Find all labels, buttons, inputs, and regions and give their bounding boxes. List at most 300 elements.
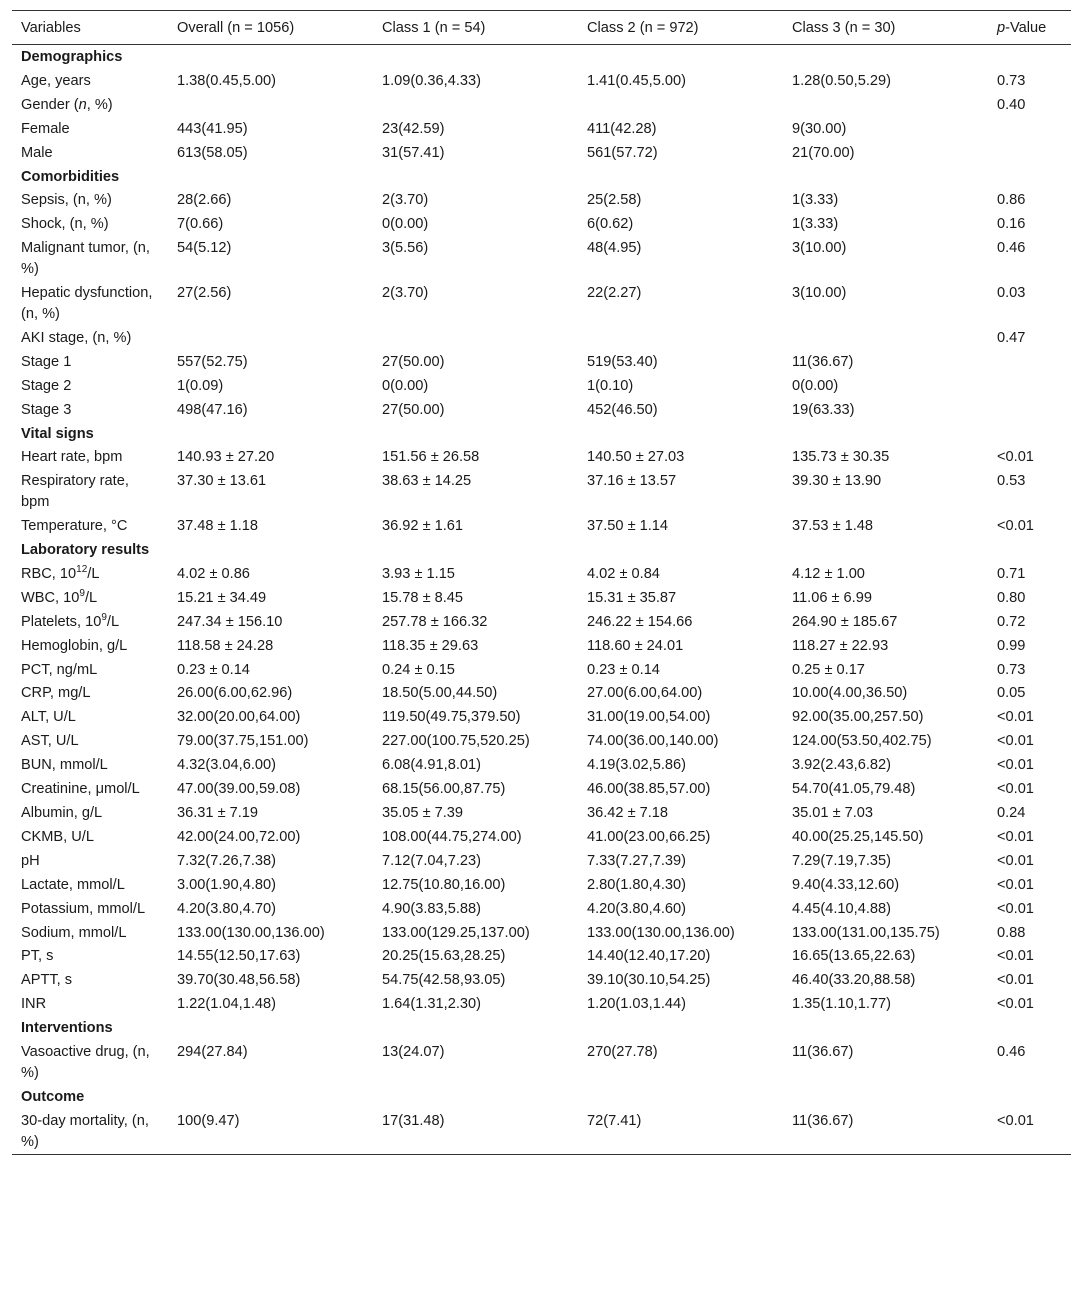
variable-cell: CRP, mg/L: [21, 685, 91, 702]
empty-cell: [578, 165, 783, 189]
section-row: [12, 45, 1071, 69]
p-value-cell: 0.73: [997, 72, 1026, 89]
empty-cell: [783, 422, 988, 446]
overall-cell: 7(0.66): [177, 216, 224, 233]
class1-cell: 1.64(1.31,2.30): [382, 996, 481, 1013]
class3-cell: 4.45(4.10,4.88): [792, 900, 891, 917]
p-value-cell: <0.01: [997, 948, 1034, 965]
variable-label-part: /L: [87, 565, 100, 582]
class1-cell: 54.75(42.58,93.05): [382, 972, 506, 989]
p-value-cell: 0.24: [997, 805, 1026, 821]
p-value-cell: 0.46: [997, 240, 1026, 257]
class1-cell: 15.78 ± 8.45: [382, 589, 464, 606]
variable-cell: Sepsis, (n, %): [21, 192, 112, 209]
class3-cell: 21(70.00): [792, 144, 855, 161]
class2-cell: 72(7.41): [587, 1112, 642, 1129]
table-row: [12, 469, 1071, 514]
table-row: [12, 897, 1071, 921]
p-value-cell: <0.01: [997, 781, 1034, 798]
empty-cell: [783, 538, 988, 562]
empty-cell: [578, 1016, 783, 1040]
class1-cell: 257.78 ± 166.32: [382, 613, 488, 630]
class3-cell: 3(10.00): [792, 285, 847, 302]
overall-cell: 1(0.09): [177, 377, 224, 394]
header-overall: Overall (n = 1056): [177, 19, 295, 36]
overall-cell: 140.93 ± 27.20: [177, 449, 275, 466]
class1-cell: 108.00(44.75,274.00): [382, 828, 522, 845]
overall-cell: 498(47.16): [177, 401, 248, 418]
table-row: [12, 992, 1071, 1016]
variable-cell: Temperature, °C: [21, 518, 128, 535]
overall-cell: 294(27.84): [177, 1044, 248, 1061]
table-row: [12, 514, 1071, 538]
class1-cell: 0(0.00): [382, 377, 429, 394]
class2-cell: 7.33(7.27,7.39): [587, 852, 686, 869]
p-value-cell: 0.16: [997, 216, 1026, 233]
variable-cell: Vasoactive drug, (n, %): [21, 1044, 150, 1081]
p-value-cell: <0.01: [997, 518, 1034, 535]
table-row: [12, 753, 1071, 777]
variable-cell: Hemoglobin, g/L: [21, 637, 128, 654]
variable-cell: 30-day mortality, (n, %): [21, 1112, 149, 1150]
class3-cell: 124.00(53.50,402.75): [792, 733, 932, 750]
table-row: [12, 705, 1071, 729]
class2-cell: 6(0.62): [587, 216, 634, 233]
overall-cell: 247.34 ± 156.10: [177, 613, 283, 630]
table-body: [12, 45, 1071, 1155]
header-p-suffix: -Value: [1005, 19, 1047, 36]
overall-cell: 3.00(1.90,4.80): [177, 876, 276, 893]
table-row: [12, 1109, 1071, 1154]
empty-cell: [168, 1016, 373, 1040]
empty-cell: [988, 45, 1071, 69]
overall-cell: 42.00(24.00,72.00): [177, 828, 301, 845]
overall-cell: 27(2.56): [177, 285, 232, 302]
overall-cell: 39.70(30.48,56.58): [177, 972, 301, 989]
class2-cell: 27.00(6.00,64.00): [587, 685, 703, 702]
class1-cell: 27(50.00): [382, 401, 445, 418]
empty-cell: [783, 1016, 988, 1040]
empty-cell: [988, 1085, 1071, 1109]
variable-cell: Lactate, mmol/L: [21, 876, 125, 893]
class3-cell: 3(10.00): [792, 240, 847, 257]
p-value-cell: 0.03: [997, 285, 1026, 302]
class3-cell: 35.01 ± 7.03: [792, 805, 874, 821]
overall-cell: [168, 93, 373, 117]
table-row: [12, 141, 1071, 165]
empty-cell: [168, 1085, 373, 1109]
overall-cell: 37.30 ± 13.61: [177, 473, 267, 490]
p-value-cell: [988, 374, 1071, 398]
variable-cell: [12, 586, 168, 610]
class2-cell: 74.00(36.00,140.00): [587, 733, 719, 750]
variable-label-part: 9: [101, 611, 107, 623]
table-row: [12, 69, 1071, 93]
overall-cell: 36.31 ± 7.19: [177, 805, 259, 821]
class1-cell: 4.90(3.83,5.88): [382, 900, 481, 917]
class2-cell: 270(27.78): [587, 1044, 658, 1061]
variable-cell: CKMB, U/L: [21, 828, 94, 845]
class2-cell: 140.50 ± 27.03: [587, 449, 685, 466]
p-value-cell: [988, 141, 1071, 165]
class3-cell: 11(36.67): [792, 1044, 854, 1061]
class2-cell: 0.23 ± 0.14: [587, 661, 660, 678]
section-heading: Laboratory results: [21, 542, 150, 559]
table-row: [12, 825, 1071, 849]
variable-cell: PT, s: [21, 948, 54, 965]
overall-cell: 47.00(39.00,59.08): [177, 781, 301, 798]
class1-cell: 1.09(0.36,4.33): [382, 72, 481, 89]
overall-cell: 0.23 ± 0.14: [177, 661, 250, 678]
class1-cell: 151.56 ± 26.58: [382, 449, 480, 466]
variable-label-part: /L: [106, 613, 120, 630]
table-row: [12, 586, 1071, 610]
class2-cell: 133.00(130.00,136.00): [587, 924, 735, 941]
class3-cell: 54.70(41.05,79.48): [792, 781, 916, 798]
table-row: [12, 445, 1071, 469]
table-row: [12, 610, 1071, 634]
section-row: [12, 1085, 1071, 1109]
section-row: [12, 422, 1071, 446]
table-row: [12, 236, 1071, 281]
class2-cell: [578, 326, 783, 350]
class2-cell: 2.80(1.80,4.30): [587, 876, 686, 893]
section-heading: Demographics: [21, 49, 123, 65]
table-row: [12, 849, 1071, 873]
class3-cell: 11.06 ± 6.99: [792, 589, 872, 606]
variable-cell: Malignant tumor, (n, %): [21, 240, 150, 278]
p-value-cell: 0.72: [997, 613, 1026, 630]
class3-cell: 4.12 ± 1.00: [792, 565, 865, 582]
class3-cell: 0.25 ± 0.17: [792, 661, 865, 678]
variable-cell: [12, 610, 168, 634]
class1-cell: 31(57.41): [382, 144, 445, 161]
class3-cell: 264.90 ± 185.67: [792, 613, 898, 630]
class2-cell: 41.00(23.00,66.25): [587, 828, 711, 845]
variable-label-part: /L: [84, 589, 98, 606]
class3-cell: 0(0.00): [792, 377, 839, 394]
overall-cell: 4.20(3.80,4.70): [177, 900, 276, 917]
class2-cell: 36.42 ± 7.18: [587, 805, 669, 821]
overall-cell: 118.58 ± 24.28: [177, 637, 274, 654]
overall-cell: 1.38(0.45,5.00): [177, 72, 276, 89]
empty-cell: [783, 165, 988, 189]
class2-cell: 4.02 ± 0.84: [587, 565, 660, 582]
table-row: [12, 801, 1071, 825]
class2-cell: 14.40(12.40,17.20): [587, 948, 711, 965]
class3-cell: 1(3.33): [792, 192, 839, 209]
overall-cell: 443(41.95): [177, 120, 248, 137]
table-row: [12, 117, 1071, 141]
p-value-cell: <0.01: [997, 733, 1034, 750]
p-value-cell: 0.73: [997, 661, 1026, 678]
class3-cell: 40.00(25.25,145.50): [792, 828, 924, 845]
variable-label-part: , %): [86, 96, 113, 113]
variable-label-part: 12: [76, 564, 88, 576]
class2-cell: 411(42.28): [587, 120, 657, 137]
overall-cell: 14.55(12.50,17.63): [177, 948, 301, 965]
empty-cell: [168, 422, 373, 446]
class3-cell: 1.35(1.10,1.77): [792, 996, 891, 1013]
class2-cell: 37.16 ± 13.57: [587, 473, 677, 490]
table-row: [12, 188, 1071, 212]
class1-cell: 2(3.70): [382, 192, 429, 209]
empty-cell: [988, 422, 1071, 446]
class1-cell: 0(0.00): [382, 216, 429, 233]
class1-cell: 12.75(10.80,16.00): [382, 876, 506, 893]
class2-cell: 519(53.40): [587, 353, 658, 370]
variable-cell: PCT, ng/mL: [21, 661, 98, 678]
class2-cell: 37.50 ± 1.14: [587, 518, 669, 535]
section-heading: Vital signs: [21, 425, 94, 442]
variable-label-part: Platelets, 10: [21, 613, 102, 630]
characteristics-table: [12, 10, 1071, 1155]
header-class2: Class 2 (n = 972): [587, 19, 699, 36]
class2-cell: 1(0.10): [587, 377, 634, 394]
class1-cell: 35.05 ± 7.39: [382, 805, 464, 821]
variable-label-part: RBC, 10: [21, 565, 77, 582]
header-row: [12, 11, 1071, 45]
empty-cell: [373, 1016, 578, 1040]
table-row: [12, 1040, 1071, 1085]
class3-cell: 16.65(13.65,22.63): [792, 948, 916, 965]
class1-cell: [373, 93, 578, 117]
empty-cell: [373, 45, 578, 69]
class1-cell: 0.24 ± 0.15: [382, 661, 455, 678]
table-row: [12, 921, 1071, 945]
table-row: [12, 944, 1071, 968]
header-class3: Class 3 (n = 30): [792, 19, 896, 36]
p-value-cell: <0.01: [997, 709, 1034, 726]
variable-cell: AKI stage, (n, %): [21, 329, 132, 346]
variable-cell: Female: [21, 120, 70, 137]
p-value-cell: <0.01: [997, 972, 1034, 989]
p-value-cell: <0.01: [997, 449, 1034, 466]
variable-cell: [12, 93, 168, 117]
variable-cell: pH: [21, 852, 40, 869]
empty-cell: [988, 1016, 1071, 1040]
class3-cell: 1.28(0.50,5.29): [792, 72, 891, 89]
empty-cell: [373, 1085, 578, 1109]
class1-cell: 3.93 ± 1.15: [382, 565, 455, 582]
p-value-cell: 0.40: [997, 96, 1026, 113]
empty-cell: [988, 538, 1071, 562]
class2-cell: 1.41(0.45,5.00): [587, 72, 686, 89]
class1-cell: 119.50(49.75,379.50): [382, 709, 521, 726]
class3-cell: 118.27 ± 22.93: [792, 637, 889, 654]
overall-cell: 1.22(1.04,1.48): [177, 996, 276, 1013]
class3-cell: 135.73 ± 30.35: [792, 449, 890, 466]
variable-cell: Age, years: [21, 72, 91, 89]
class1-cell: 118.35 ± 29.63: [382, 637, 479, 654]
overall-cell: 32.00(20.00,64.00): [177, 709, 301, 726]
class1-cell: 227.00(100.75,520.25): [382, 733, 530, 750]
empty-cell: [168, 165, 373, 189]
variable-label-part: Gender (: [21, 96, 79, 113]
overall-cell: 557(52.75): [177, 353, 248, 370]
empty-cell: [578, 422, 783, 446]
class3-cell: 9.40(4.33,12.60): [792, 876, 900, 893]
class3-cell: 39.30 ± 13.90: [792, 473, 882, 490]
class2-cell: 48(4.95): [587, 240, 642, 257]
empty-cell: [783, 45, 988, 69]
empty-cell: [988, 165, 1071, 189]
table-row: [12, 873, 1071, 897]
table-row: [12, 634, 1071, 658]
variable-cell: Respiratory rate, bpm: [21, 473, 129, 511]
table-row: [12, 212, 1071, 236]
p-value-cell: <0.01: [997, 900, 1034, 917]
p-value-cell: 0.46: [997, 1044, 1026, 1061]
table-row: [12, 93, 1071, 117]
class1-cell: 38.63 ± 14.25: [382, 473, 472, 490]
class2-cell: 4.19(3.02,5.86): [587, 757, 686, 774]
class2-cell: 31.00(19.00,54.00): [587, 709, 711, 726]
class1-cell: 3(5.56): [382, 240, 429, 257]
p-value-cell: 0.53: [997, 473, 1026, 490]
class1-cell: 36.92 ± 1.61: [382, 518, 464, 535]
p-value-cell: <0.01: [997, 852, 1034, 869]
overall-cell: 26.00(6.00,62.96): [177, 685, 293, 702]
variable-label-part: WBC, 10: [21, 589, 80, 606]
overall-cell: 613(58.05): [177, 144, 248, 161]
class2-cell: 4.20(3.80,4.60): [587, 900, 686, 917]
section-heading: Interventions: [21, 1020, 113, 1037]
p-value-cell: [988, 117, 1071, 141]
p-value-cell: [988, 398, 1071, 422]
class3-cell: 19(63.33): [792, 401, 855, 418]
class1-cell: 20.25(15.63,28.25): [382, 948, 506, 965]
variable-cell: Hepatic dysfunction, (n, %): [21, 285, 153, 322]
class2-cell: 22(2.27): [587, 285, 642, 302]
variable-cell: INR: [21, 996, 47, 1013]
overall-cell: [168, 326, 373, 350]
class1-cell: 68.15(56.00,87.75): [382, 781, 506, 798]
table-row: [12, 777, 1071, 801]
table-row: [12, 374, 1071, 398]
variable-label-part: 9: [79, 587, 85, 599]
p-value-cell: <0.01: [997, 1112, 1034, 1129]
class1-cell: 27(50.00): [382, 353, 445, 370]
table-row: [12, 968, 1071, 992]
p-value-cell: 0.86: [997, 192, 1026, 209]
variable-cell: [12, 562, 168, 586]
class1-cell: 17(31.48): [382, 1112, 445, 1129]
class3-cell: 133.00(131.00,135.75): [792, 924, 940, 941]
table-row: [12, 729, 1071, 753]
overall-cell: 15.21 ± 34.49: [177, 589, 267, 606]
table-header: [12, 11, 1071, 45]
variable-cell: Stage 2: [21, 377, 72, 394]
class3-cell: 46.40(33.20,88.58): [792, 972, 916, 989]
class2-cell: 39.10(30.10,54.25): [587, 972, 711, 989]
variable-cell: AST, U/L: [21, 733, 79, 750]
empty-cell: [168, 45, 373, 69]
table-row: [12, 281, 1071, 326]
class1-cell: 6.08(4.91,8.01): [382, 757, 481, 774]
class2-cell: 452(46.50): [587, 401, 658, 418]
overall-cell: 79.00(37.75,151.00): [177, 733, 309, 750]
variable-cell: Stage 1: [21, 353, 72, 370]
class3-cell: 7.29(7.19,7.35): [792, 852, 891, 869]
overall-cell: 4.02 ± 0.86: [177, 565, 250, 582]
overall-cell: 133.00(130.00,136.00): [177, 924, 325, 941]
header-variables: Variables: [21, 19, 81, 36]
section-heading: Outcome: [21, 1088, 85, 1105]
variable-cell: APTT, s: [21, 972, 73, 989]
class1-cell: 13(24.07): [382, 1044, 445, 1061]
p-value-cell: 0.05: [997, 685, 1026, 702]
table-row: [12, 658, 1071, 682]
class3-cell: 10.00(4.00,36.50): [792, 685, 908, 702]
p-value-cell: <0.01: [997, 757, 1034, 774]
header-class1: Class 1 (n = 54): [382, 19, 486, 36]
class2-cell: 1.20(1.03,1.44): [587, 996, 686, 1013]
p-value-cell: [988, 350, 1071, 374]
p-value-cell: <0.01: [997, 876, 1034, 893]
table-row: [12, 350, 1071, 374]
class3-cell: [783, 326, 988, 350]
class3-cell: 92.00(35.00,257.50): [792, 709, 924, 726]
class1-cell: 133.00(129.25,137.00): [382, 924, 530, 941]
section-row: [12, 165, 1071, 189]
class3-cell: 37.53 ± 1.48: [792, 518, 874, 535]
empty-cell: [783, 1085, 988, 1109]
class2-cell: 25(2.58): [587, 192, 642, 209]
class2-cell: 118.60 ± 24.01: [587, 637, 684, 654]
p-value-cell: 0.80: [997, 589, 1026, 606]
empty-cell: [373, 422, 578, 446]
overall-cell: 28(2.66): [177, 192, 232, 209]
class2-cell: 246.22 ± 154.66: [587, 613, 693, 630]
variable-cell: Sodium, mmol/L: [21, 924, 127, 941]
p-value-cell: 0.47: [997, 329, 1026, 346]
section-heading: Comorbidities: [21, 168, 120, 185]
variable-cell: Stage 3: [21, 401, 72, 418]
p-value-cell: 0.71: [997, 565, 1026, 582]
variable-cell: Potassium, mmol/L: [21, 900, 146, 917]
class1-cell: 2(3.70): [382, 285, 429, 302]
header-p-italic: p: [997, 19, 1006, 36]
class2-cell: 15.31 ± 35.87: [587, 589, 677, 606]
empty-cell: [578, 45, 783, 69]
class3-cell: 11(36.67): [792, 1112, 854, 1129]
section-row: [12, 1016, 1071, 1040]
class1-cell: 23(42.59): [382, 120, 445, 137]
empty-cell: [168, 538, 373, 562]
variable-cell: Creatinine, μmol/L: [21, 781, 140, 798]
table-row: [12, 326, 1071, 350]
empty-cell: [578, 538, 783, 562]
class1-cell: [373, 326, 578, 350]
document-page: [12, 10, 1071, 1155]
overall-cell: 4.32(3.04,6.00): [177, 757, 276, 774]
class2-cell: [578, 93, 783, 117]
variable-cell: Shock, (n, %): [21, 216, 109, 233]
variable-cell: Albumin, g/L: [21, 805, 103, 821]
table-row: [12, 681, 1071, 705]
class3-cell: [783, 93, 988, 117]
class3-cell: 11(36.67): [792, 353, 854, 370]
overall-cell: 7.32(7.26,7.38): [177, 852, 276, 869]
empty-cell: [373, 165, 578, 189]
empty-cell: [578, 1085, 783, 1109]
p-value-cell: <0.01: [997, 996, 1034, 1013]
overall-cell: 37.48 ± 1.18: [177, 518, 259, 535]
table-row: [12, 398, 1071, 422]
table-row: [12, 562, 1071, 586]
header-p-value: [988, 11, 1071, 45]
